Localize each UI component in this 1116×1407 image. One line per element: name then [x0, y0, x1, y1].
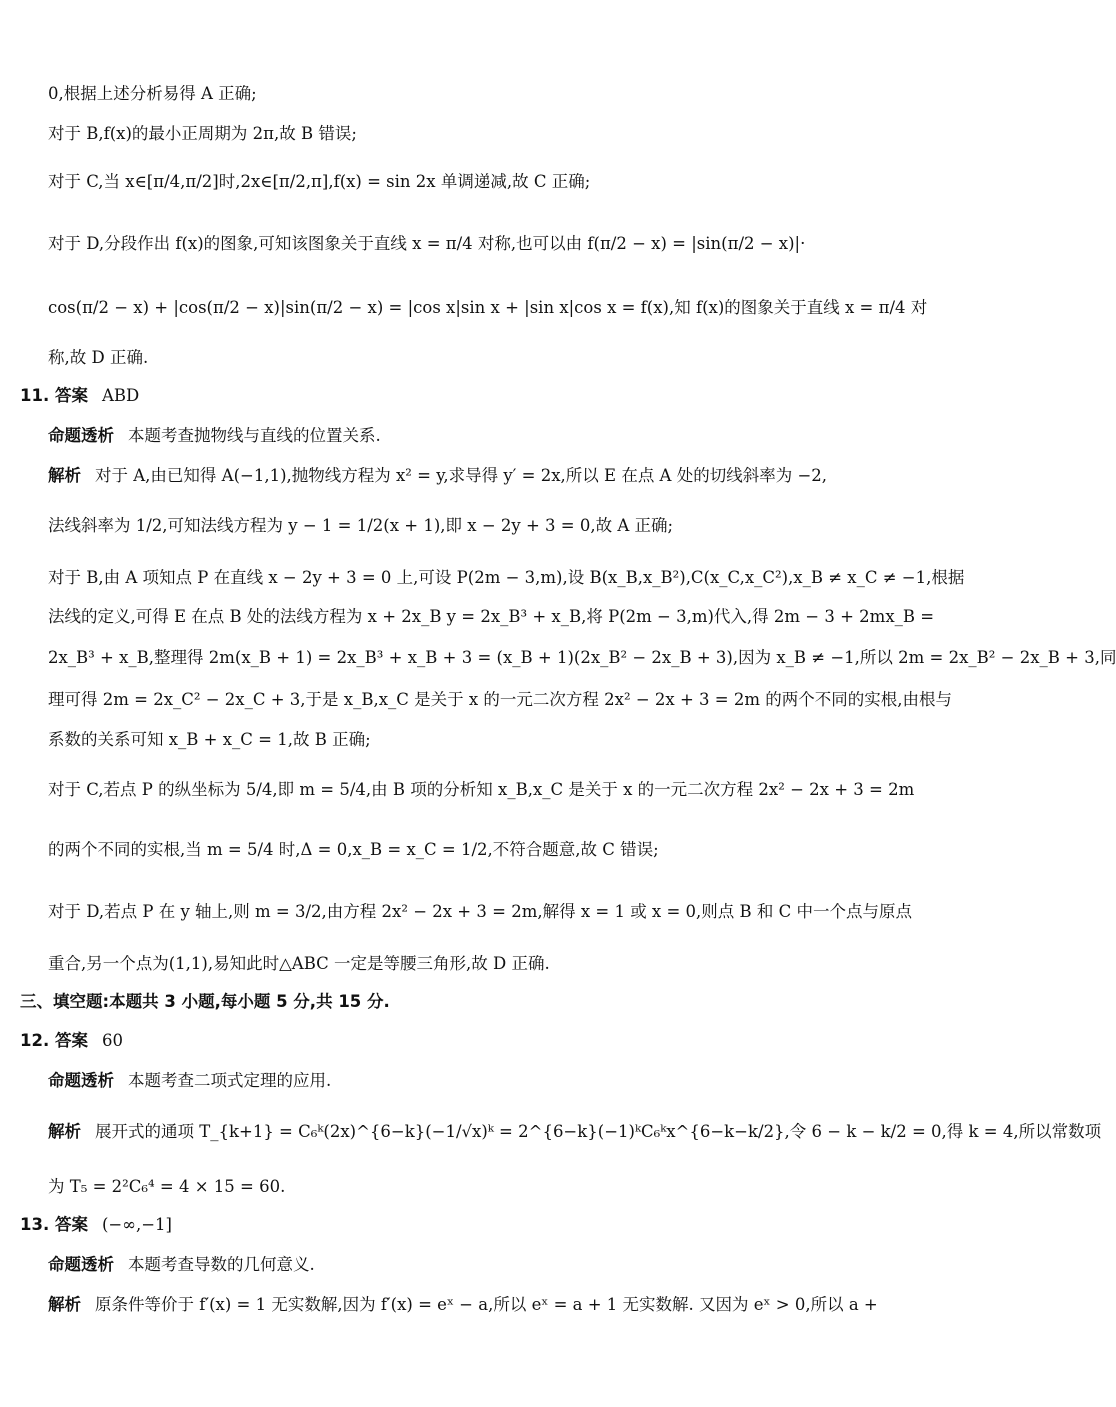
- analysis-label: 解析: [48, 1295, 81, 1314]
- line-text: 本题考查抛物线与直线的位置关系.: [128, 426, 381, 445]
- line-text: 0,根据上述分析易得 A 正确;: [48, 84, 257, 103]
- analysis-label: 解析: [48, 466, 81, 485]
- line-text: cos(π/2 − x) + |cos(π/2 − x)|sin(π/2 − x) = |cos x|sin x + |sin x|cos x = f(x),知 f(x)的图象关于直线 x = π/4 对: [48, 298, 928, 317]
- text-line: [48, 952, 932, 976]
- text-line: [48, 296, 932, 320]
- line-text: 对于 D,若点 P 在 y 轴上,则 m = 3/2,由方程 2x² − 2x + 3 = 2m,解得 x = 1 或 x = 0,则点 B 和 C 中一个点与原点: [48, 902, 913, 921]
- answer-label: 11. 答案: [20, 386, 88, 405]
- line-text: 的两个不同的实根,当 m = 5/4 时,Δ = 0,x_B = x_C = 1/2,不符合题意,故 C 错误;: [48, 840, 659, 859]
- line-text: 对于 B,f(x)的最小正周期为 2π,故 B 错误;: [48, 124, 357, 143]
- line-text: 法线斜率为 1/2,可知法线方程为 y − 1 = 1/2(x + 1),即 x − 2y + 3 = 0,故 A 正确;: [48, 516, 674, 535]
- line-text: 对于 C,若点 P 的纵坐标为 5/4,即 m = 5/4,由 B 项的分析知 x_B,x_C 是关于 x 的一元二次方程 2x² − 2x + 3 = 2m: [48, 780, 915, 799]
- answer-line: [20, 1029, 932, 1053]
- answer-label: 13. 答案: [20, 1215, 88, 1234]
- line-text: 重合,另一个点为(1,1),易知此时△ABC 一定是等腰三角形,故 D 正确.: [48, 954, 550, 973]
- text-line: [48, 646, 1116, 670]
- analysis-line: [48, 464, 932, 488]
- text-line: [48, 170, 932, 194]
- text-line: [48, 82, 932, 106]
- text-line: [48, 900, 932, 924]
- text-line: [48, 346, 932, 370]
- analysis-line: [48, 1120, 1102, 1144]
- text-line: [48, 1175, 932, 1199]
- line-text: 对于 D,分段作出 f(x)的图象,可知该图象关于直线 x = π/4 对称,也可以由 f(π/2 − x) = |sin(π/2 − x)|·: [48, 234, 806, 253]
- section-heading: [20, 990, 932, 1014]
- line-text: 本题考查二项式定理的应用.: [128, 1071, 332, 1090]
- topic-line: [48, 424, 932, 448]
- text-line: [48, 566, 965, 590]
- line-text: 称,故 D 正确.: [48, 348, 149, 367]
- line-text: 为 T₅ = 2²C₆⁴ = 4 × 15 = 60.: [48, 1177, 286, 1196]
- text-line: [48, 778, 932, 802]
- answer-label: 12. 答案: [20, 1031, 88, 1050]
- topic-label: 命题透析: [48, 426, 114, 445]
- topic-label: 命题透析: [48, 1255, 114, 1274]
- analysis-line: [48, 1293, 932, 1317]
- line-text: 法线的定义,可得 E 在点 B 处的法线方程为 x + 2x_B y = 2x_B³ + x_B,将 P(2m − 3,m)代入,得 2m − 3 + 2mx_B =: [48, 607, 935, 626]
- topic-label: 命题透析: [48, 1071, 114, 1090]
- line-text: (−∞,−1]: [101, 1215, 172, 1234]
- analysis-label: 解析: [48, 1122, 81, 1141]
- line-text: ABD: [101, 386, 140, 405]
- line-text: 对于 C,当 x∈[π/4,π/2]时,2x∈[π/2,π],f(x) = sin 2x 单调递减,故 C 正确;: [48, 172, 591, 191]
- text-line: [48, 728, 932, 752]
- line-text: 本题考查导数的几何意义.: [128, 1255, 315, 1274]
- line-text: 2x_B³ + x_B,整理得 2m(x_B + 1) = 2x_B³ + x_B + 3 = (x_B + 1)(2x_B² − 2x_B + 3),因为 x_B ≠ −1,所以 2m = 2x_B² − 2x_B + 3,同: [48, 648, 1116, 667]
- text-line: [48, 838, 932, 862]
- line-text: 展开式的通项 T_{k+1} = C₆ᵏ(2x)^{6−k}(−1/√x)ᵏ = 2^{6−k}(−1)ᵏC₆ᵏx^{6−k−k/2},令 6 − k − k/2 = 0,得 k = 4,所以常数项: [95, 1122, 1102, 1141]
- text-line: [48, 122, 932, 146]
- line-text: 理可得 2m = 2x_C² − 2x_C + 3,于是 x_B,x_C 是关于 x 的一元二次方程 2x² − 2x + 3 = 2m 的两个不同的实根,由根与: [48, 690, 952, 709]
- line-text: 对于 B,由 A 项知点 P 在直线 x − 2y + 3 = 0 上,可设 P(2m − 3,m),设 B(x_B,x_B²),C(x_C,x_C²),x_B ≠ x_C ≠ −1,根据: [48, 568, 965, 587]
- answer-line: [20, 1213, 932, 1237]
- text-line: [48, 232, 932, 256]
- line-text: 三、填空题:本题共 3 小题,每小题 5 分,共 15 分.: [20, 992, 390, 1011]
- text-line: [48, 605, 935, 629]
- line-text: 对于 A,由已知得 A(−1,1),抛物线方程为 x² = y,求导得 y′ = 2x,所以 E 在点 A 处的切线斜率为 −2,: [95, 466, 828, 485]
- answer-line: [20, 384, 932, 408]
- text-line: [48, 514, 932, 538]
- line-text: 原条件等价于 f′(x) = 1 无实数解,因为 f′(x) = eˣ − a,所以 eˣ = a + 1 无实数解. 又因为 eˣ > 0,所以 a +: [95, 1295, 878, 1314]
- line-text: 系数的关系可知 x_B + x_C = 1,故 B 正确;: [48, 730, 371, 749]
- topic-line: [48, 1253, 932, 1277]
- line-text: 60: [101, 1031, 123, 1050]
- topic-line: [48, 1069, 932, 1093]
- text-line: [48, 688, 952, 712]
